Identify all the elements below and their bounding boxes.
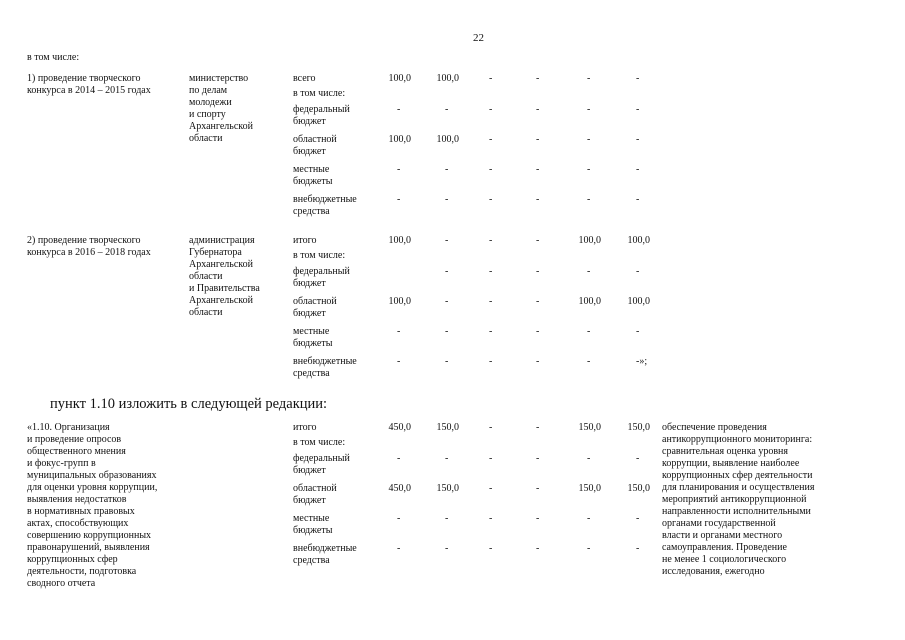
- amount-v2017: -: [587, 543, 591, 554]
- amount-v2016: -: [536, 134, 540, 145]
- amount-v2016: -: [536, 326, 540, 337]
- amount-v2014: -: [445, 453, 449, 464]
- funding-source-line: итого: [293, 235, 317, 246]
- amount-v2017: -: [587, 164, 591, 175]
- executor-line: Архангельской: [189, 121, 253, 132]
- intro-text: в том числе:: [27, 52, 80, 63]
- amount-v2017: -: [587, 266, 591, 277]
- amount-v2018: -: [636, 194, 640, 205]
- amount-v2014: 150,0: [436, 422, 459, 433]
- amount-v2018: -: [636, 164, 640, 175]
- amount-v2018: 100,0: [627, 235, 650, 246]
- funding-source-line: всего: [293, 73, 316, 84]
- amount-v2014: -: [445, 356, 449, 367]
- amount-total: 100,0: [388, 235, 411, 246]
- amount-v2017: 100,0: [578, 235, 601, 246]
- amount-v2015: -: [489, 422, 493, 433]
- funding-source-line: бюджет: [293, 495, 326, 506]
- amount-v2016: -: [536, 422, 540, 433]
- funding-source-line: бюджет: [293, 465, 326, 476]
- funding-source-line: областной: [293, 296, 337, 307]
- amount-v2015: -: [489, 235, 493, 246]
- amount-v2015: -: [489, 73, 493, 84]
- amount-v2016: -: [536, 266, 540, 277]
- executor-line: администрация: [189, 235, 255, 246]
- funding-source-line: федеральный: [293, 453, 350, 464]
- task-description-line: совершению коррупционных: [27, 530, 152, 541]
- funding-source-line: бюджеты: [293, 338, 333, 349]
- amount-v2017: -: [587, 513, 591, 524]
- funding-source-line: внебюджетные: [293, 356, 357, 367]
- amount-v2016: -: [536, 164, 540, 175]
- page-number: 22: [473, 32, 484, 44]
- amount-v2014: -: [445, 164, 449, 175]
- amount-v2016: -: [536, 453, 540, 464]
- funding-source-line: бюджет: [293, 308, 326, 319]
- amount-total: -: [397, 164, 401, 175]
- amount-v2014: -: [445, 326, 449, 337]
- amount-v2018: -: [636, 513, 640, 524]
- amount-v2018: -: [636, 104, 640, 115]
- task-description-line: конкурса в 2014 – 2015 годах: [27, 85, 151, 96]
- amount-v2018: 150,0: [627, 422, 650, 433]
- expected-result-line: мероприятий антикоррупционной: [662, 494, 807, 505]
- expected-result-line: коррупции, выявление наиболее: [662, 458, 800, 469]
- amount-v2017: -: [587, 453, 591, 464]
- task-description-line: в нормативных правовых: [27, 506, 135, 517]
- amount-v2016: -: [536, 104, 540, 115]
- expected-result-line: не менее 1 социологического: [662, 554, 787, 565]
- amount-v2016: -: [536, 513, 540, 524]
- executor-line: молодежи: [189, 97, 232, 108]
- amount-v2015: -: [489, 104, 493, 115]
- amount-v2017: -: [587, 326, 591, 337]
- amount-v2015: -: [489, 296, 493, 307]
- amount-total: -: [397, 356, 401, 367]
- amount-total: -: [397, 104, 401, 115]
- amount-total: -: [397, 194, 401, 205]
- funding-source-line: бюджет: [293, 146, 326, 157]
- task-description-line: сводного отчета: [27, 578, 96, 589]
- funding-source-line: в том числе:: [293, 250, 346, 261]
- amount-v2015: -: [489, 543, 493, 554]
- funding-source-line: федеральный: [293, 266, 350, 277]
- amount-v2014: -: [445, 194, 449, 205]
- amount-v2014: -: [445, 266, 449, 277]
- funding-source-line: внебюджетные: [293, 194, 357, 205]
- task-description-line: общественного мнения: [27, 446, 126, 457]
- amount-v2017: -: [587, 194, 591, 205]
- task-description-line: и фокус-групп в: [27, 458, 96, 469]
- executor-line: области: [189, 307, 223, 318]
- task-description-line: конкурса в 2016 – 2018 годах: [27, 247, 151, 258]
- executor-line: области: [189, 133, 223, 144]
- amount-v2017: -: [587, 134, 591, 145]
- funding-source-line: областной: [293, 134, 337, 145]
- amount-v2014: -: [445, 235, 449, 246]
- task-description-line: деятельности, подготовка: [27, 566, 137, 577]
- funding-source-line: областной: [293, 483, 337, 494]
- amount-v2017: 150,0: [578, 483, 601, 494]
- expected-result-line: коррупционных сфер деятельности: [662, 470, 813, 481]
- amount-v2018: -: [636, 73, 640, 84]
- amount-v2016: -: [536, 483, 540, 494]
- executor-line: Архангельской: [189, 295, 253, 306]
- amount-v2015: -: [489, 164, 493, 175]
- amount-v2015: -: [489, 326, 493, 337]
- funding-source-line: бюджеты: [293, 176, 333, 187]
- amount-total: 450,0: [388, 483, 411, 494]
- amount-v2017: -: [587, 73, 591, 84]
- funding-source-line: местные: [293, 164, 330, 175]
- executor-line: области: [189, 271, 223, 282]
- expected-result-line: обеспечение проведения: [662, 422, 767, 433]
- task-description-line: коррупционных сфер: [27, 554, 118, 565]
- amount-v2015: -: [489, 453, 493, 464]
- funding-source-line: федеральный: [293, 104, 350, 115]
- amount-v2018: -»;: [636, 356, 648, 367]
- task-description-line: муниципальных образованиях: [27, 470, 157, 481]
- amount-v2018: -: [636, 543, 640, 554]
- amount-total: 100,0: [388, 134, 411, 145]
- expected-result-line: власти и органами местного: [662, 530, 783, 541]
- amount-v2018: -: [636, 266, 640, 277]
- task-description-line: «1.10. Организация: [27, 422, 110, 433]
- amount-v2014: 100,0: [436, 73, 459, 84]
- funding-source-line: в том числе:: [293, 88, 346, 99]
- amount-v2016: -: [536, 296, 540, 307]
- amount-v2018: -: [636, 453, 640, 464]
- expected-result-line: органами государственной: [662, 518, 776, 529]
- expected-result-line: самоуправления. Проведение: [662, 542, 787, 553]
- amount-v2016: -: [536, 543, 540, 554]
- amount-v2014: -: [445, 296, 449, 307]
- funding-source-line: в том числе:: [293, 437, 346, 448]
- expected-result-line: для планирования и осуществления: [662, 482, 815, 493]
- amount-v2018: -: [636, 134, 640, 145]
- expected-result-line: исследования, ежегодно: [662, 566, 765, 577]
- funding-source-line: средства: [293, 368, 330, 379]
- amount-v2015: -: [489, 483, 493, 494]
- expected-result-line: направленности исполнительными: [662, 506, 811, 517]
- funding-source-line: бюджеты: [293, 525, 333, 536]
- task-description-line: и проведение опросов: [27, 434, 122, 445]
- amount-total: 100,0: [388, 296, 411, 307]
- task-description-line: выявления недостатков: [27, 494, 127, 505]
- funding-source-line: итого: [293, 422, 317, 433]
- executor-line: и Правительства: [189, 283, 260, 294]
- section-heading: пункт 1.10 изложить в следующей редакции:: [50, 396, 328, 412]
- executor-line: и спорту: [189, 109, 226, 120]
- amount-v2016: -: [536, 194, 540, 205]
- funding-source-line: бюджет: [293, 278, 326, 289]
- amount-v2017: 100,0: [578, 296, 601, 307]
- amount-v2018: 100,0: [627, 296, 650, 307]
- funding-source-line: местные: [293, 513, 330, 524]
- expected-result-line: антикоррупционного мониторинга:: [662, 434, 813, 445]
- amount-v2018: 150,0: [627, 483, 650, 494]
- executor-line: министерство: [189, 73, 249, 84]
- amount-v2017: -: [587, 356, 591, 367]
- amount-total: -: [397, 543, 401, 554]
- amount-v2014: -: [445, 104, 449, 115]
- task-description-line: 2) проведение творческого: [27, 235, 141, 246]
- amount-v2015: -: [489, 356, 493, 367]
- funding-source-line: средства: [293, 555, 330, 566]
- amount-v2015: -: [489, 266, 493, 277]
- funding-source-line: бюджет: [293, 116, 326, 127]
- amount-total: -: [397, 513, 401, 524]
- executor-line: по делам: [189, 85, 228, 96]
- funding-source-line: внебюджетные: [293, 543, 357, 554]
- amount-v2016: -: [536, 235, 540, 246]
- amount-v2017: 150,0: [578, 422, 601, 433]
- amount-v2016: -: [536, 73, 540, 84]
- amount-v2014: -: [445, 513, 449, 524]
- executor-line: Губернатора: [189, 247, 242, 258]
- task-description-line: для оценки уровня коррупции,: [27, 482, 158, 493]
- amount-total: -: [397, 326, 401, 337]
- task-description-line: правонарушений, выявления: [27, 542, 150, 553]
- amount-v2015: -: [489, 194, 493, 205]
- amount-v2018: -: [636, 326, 640, 337]
- task-description-line: 1) проведение творческого: [27, 73, 141, 84]
- amount-total: 100,0: [388, 73, 411, 84]
- amount-v2017: -: [587, 104, 591, 115]
- amount-v2014: 150,0: [436, 483, 459, 494]
- amount-v2015: -: [489, 513, 493, 524]
- amount-v2014: -: [445, 543, 449, 554]
- funding-source-line: местные: [293, 326, 330, 337]
- task-description-line: актах, способствующих: [27, 518, 129, 529]
- executor-line: Архангельской: [189, 259, 253, 270]
- expected-result-line: сравнительная оценка уровня: [662, 446, 789, 457]
- amount-v2016: -: [536, 356, 540, 367]
- amount-total: 450,0: [388, 422, 411, 433]
- funding-source-line: средства: [293, 206, 330, 217]
- amount-v2015: -: [489, 134, 493, 145]
- amount-total: -: [397, 453, 401, 464]
- amount-v2014: 100,0: [436, 134, 459, 145]
